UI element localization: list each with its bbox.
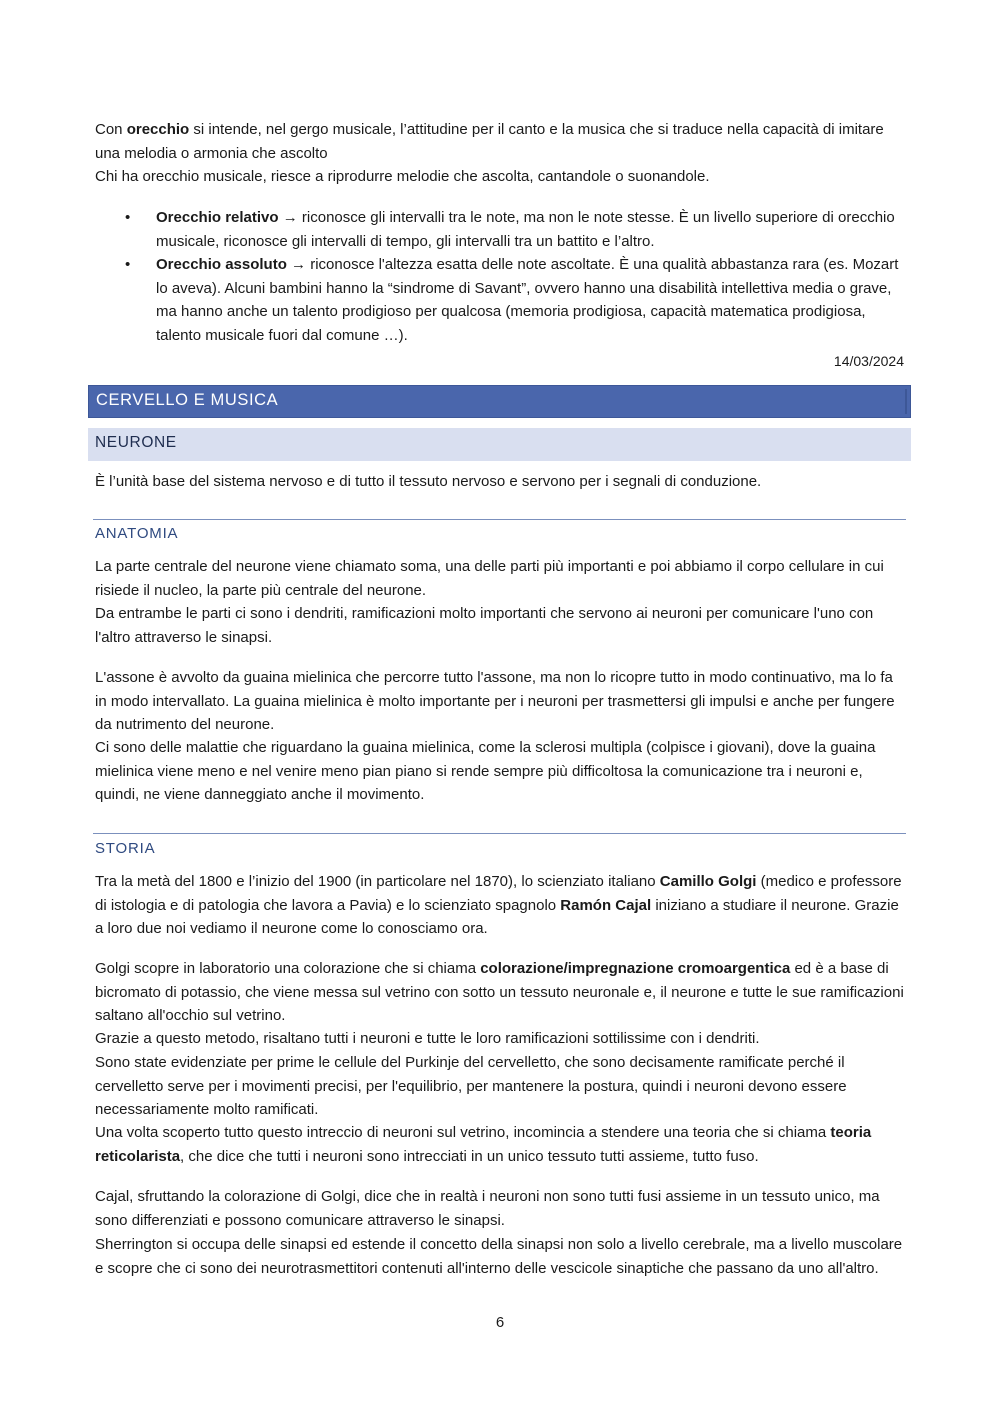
storia-term: teoria reticolarista (95, 1124, 872, 1165)
section-divider (93, 833, 906, 834)
storia-text: Golgi scopre in laboratorio una colorazione che si chiama (95, 960, 481, 977)
bullet-term: Orecchio assoluto (156, 256, 287, 273)
page-number: 6 (495, 1314, 505, 1331)
anatomia-paragraph-1: La parte centrale del neurone viene chiamato soma, una delle parti più importanti e poi abbiamo il corpo cellulare in cui risiede il nucleo, la parte più centrale del neurone. (95, 558, 884, 599)
heading-anatomia: ANATOMIA (95, 525, 179, 542)
intro-text: si intende, nel gergo musicale, l’attitudine per il canto e la musica che si traduce nella capacità di imitare una melodia o armonia che ascolto (95, 121, 884, 162)
neurone-paragraph: È l’unità base del sistema nervoso e di tutto il tessuto nervoso e servono per i segnali di conduzione. (95, 473, 762, 490)
arrow-icon: → (282, 209, 298, 226)
heading-2-text: NEURONE (95, 434, 177, 451)
storia-paragraph-5 (95, 1121, 907, 1168)
anatomia-paragraph-4: Ci sono delle malattie che riguardano la guaina mielinica, come la sclerosi multipla (colpisce i giovani), dove la guaina mielinica viene meno e nel venire meno pian piano si rende sempre più difficoltosa la comunicazione tra i neuroni e, quindi, ne viene danneggiato anche il movimento. (95, 739, 876, 803)
arrow-icon: → (291, 256, 307, 273)
storia-text: iniziano a studiare il neurone. Grazie a loro due noi vediamo il neurone come lo conosciamo ora. (95, 896, 899, 937)
storia-text: Tra la metà del 1800 e l’inizio del 1900 (in particolare nel 1870), lo scienziato italiano (95, 873, 660, 890)
storia-paragraph-3: Grazie a questo metodo, risaltano tutti i neuroni e tutte le loro ramificazioni sottilissime con i dendriti. (95, 1030, 760, 1047)
heading-1-accent (905, 389, 907, 414)
storia-text: Una volta scoperto tutto questo intreccio di neuroni sul vetrino, incomincia a stendere una teoria che si chiama (95, 1124, 831, 1141)
bullet-text: riconosce l'altezza esatta delle note ascoltate. È una qualità abbastanza rara (es. Mozart lo aveva). Alcuni bambini hanno la “sindrome di Savant”, ovvero hanno una disabilità intellettiva media o grave, ma hanno anche un talento prodigioso per qualcosa (memoria prodigiosa, capacità matematica prodigiosa, talento musicale fuori dal comune …). (156, 256, 899, 344)
intro-paragraph-2: Chi ha orecchio musicale, riesce a riprodurre melodie che ascolta, cantandole o suonandole. (95, 168, 710, 185)
intro-term: orecchio (126, 121, 190, 138)
date-stamp: 14/03/2024 (833, 353, 904, 369)
section-divider (93, 519, 906, 520)
heading-1 (88, 385, 911, 418)
bullet-text: riconosce gli intervalli tra le note, ma non le note stesse. È un livello superiore di orecchio musicale, riconosce gli intervalli di tempo, gli intervalli tra un battito e l’altro. (156, 209, 895, 250)
storia-paragraph-4: Sono state evidenziate per prime le cellule del Purkinje del cervelletto, che sono decisamente ramificate perché il cervelletto serve per i movimenti precisi, per l'equilibrio, per mantenere la postura, quindi i neuroni devono essere necessariamente molto ramificati. (95, 1054, 847, 1118)
storia-paragraph-1 (95, 870, 907, 941)
storia-term: Camillo Golgi (659, 873, 757, 890)
bullet-term: Orecchio relativo (156, 209, 279, 226)
intro-text: Con (95, 121, 127, 138)
storia-text: ed è a base di bicromato di potassio, che viene messa sul vetrino con sotto un tessuto neuronale e, il neurone e tutte le sue ramificazioni saltano all'occhio sul vetrino. (95, 960, 904, 1024)
storia-paragraph-7: Sherrington si occupa delle sinapsi ed estende il concetto della sinapsi non solo a livello cerebrale, ma a livello muscolare e scopre che ci sono dei neurotrasmettitori contenuti all'interno delle vescicole sinaptiche che passano da uno all'altro. (95, 1236, 903, 1277)
anatomia-paragraph-2: Da entrambe le parti ci sono i dendriti, ramificazioni molto importanti che servono ai neuroni per comunicare l'uno con l'altro attraverso le sinapsi. (95, 605, 874, 646)
storia-term: Ramón Cajal (560, 896, 652, 914)
intro-paragraph-1 (95, 118, 907, 165)
storia-paragraph-6: Cajal, sfruttando la colorazione di Golgi, dice che in realtà i neuroni non sono tutti fusi assieme in un tessuto unico, ma sono differenziati e possono comunicare attraverso le sinapsi. (95, 1188, 880, 1229)
list-item (95, 206, 907, 253)
storia-term: colorazione/impregnazione cromoargentica (480, 960, 791, 977)
storia-paragraph-2 (95, 957, 907, 1028)
bullet-icon: • (125, 256, 131, 273)
bullet-list (95, 206, 907, 347)
anatomia-paragraph-3: L'assone è avvolto da guaina mielinica che percorre tutto l'assone, ma non lo ricopre tutto in modo continuativo, ma lo fa in modo intervallato. La guaina mielinica è molto importante per i neuroni per trasmettersi gli impulsi e anche per fungere da nutrimento del neurone. (95, 669, 895, 733)
heading-2 (88, 428, 911, 461)
storia-text: , che dice che tutti i neuroni sono intrecciati in un unico tessuto tutti assieme, tutto fuso. (180, 1147, 759, 1165)
heading-1-text: CERVELLO E MUSICA (96, 391, 279, 409)
heading-storia: STORIA (95, 840, 156, 857)
list-item (95, 253, 907, 347)
storia-text: (medico e professore di istologia e di patologia che lavora a Pavia) e lo scienziato spagnolo (95, 873, 902, 914)
bullet-icon: • (125, 209, 131, 226)
